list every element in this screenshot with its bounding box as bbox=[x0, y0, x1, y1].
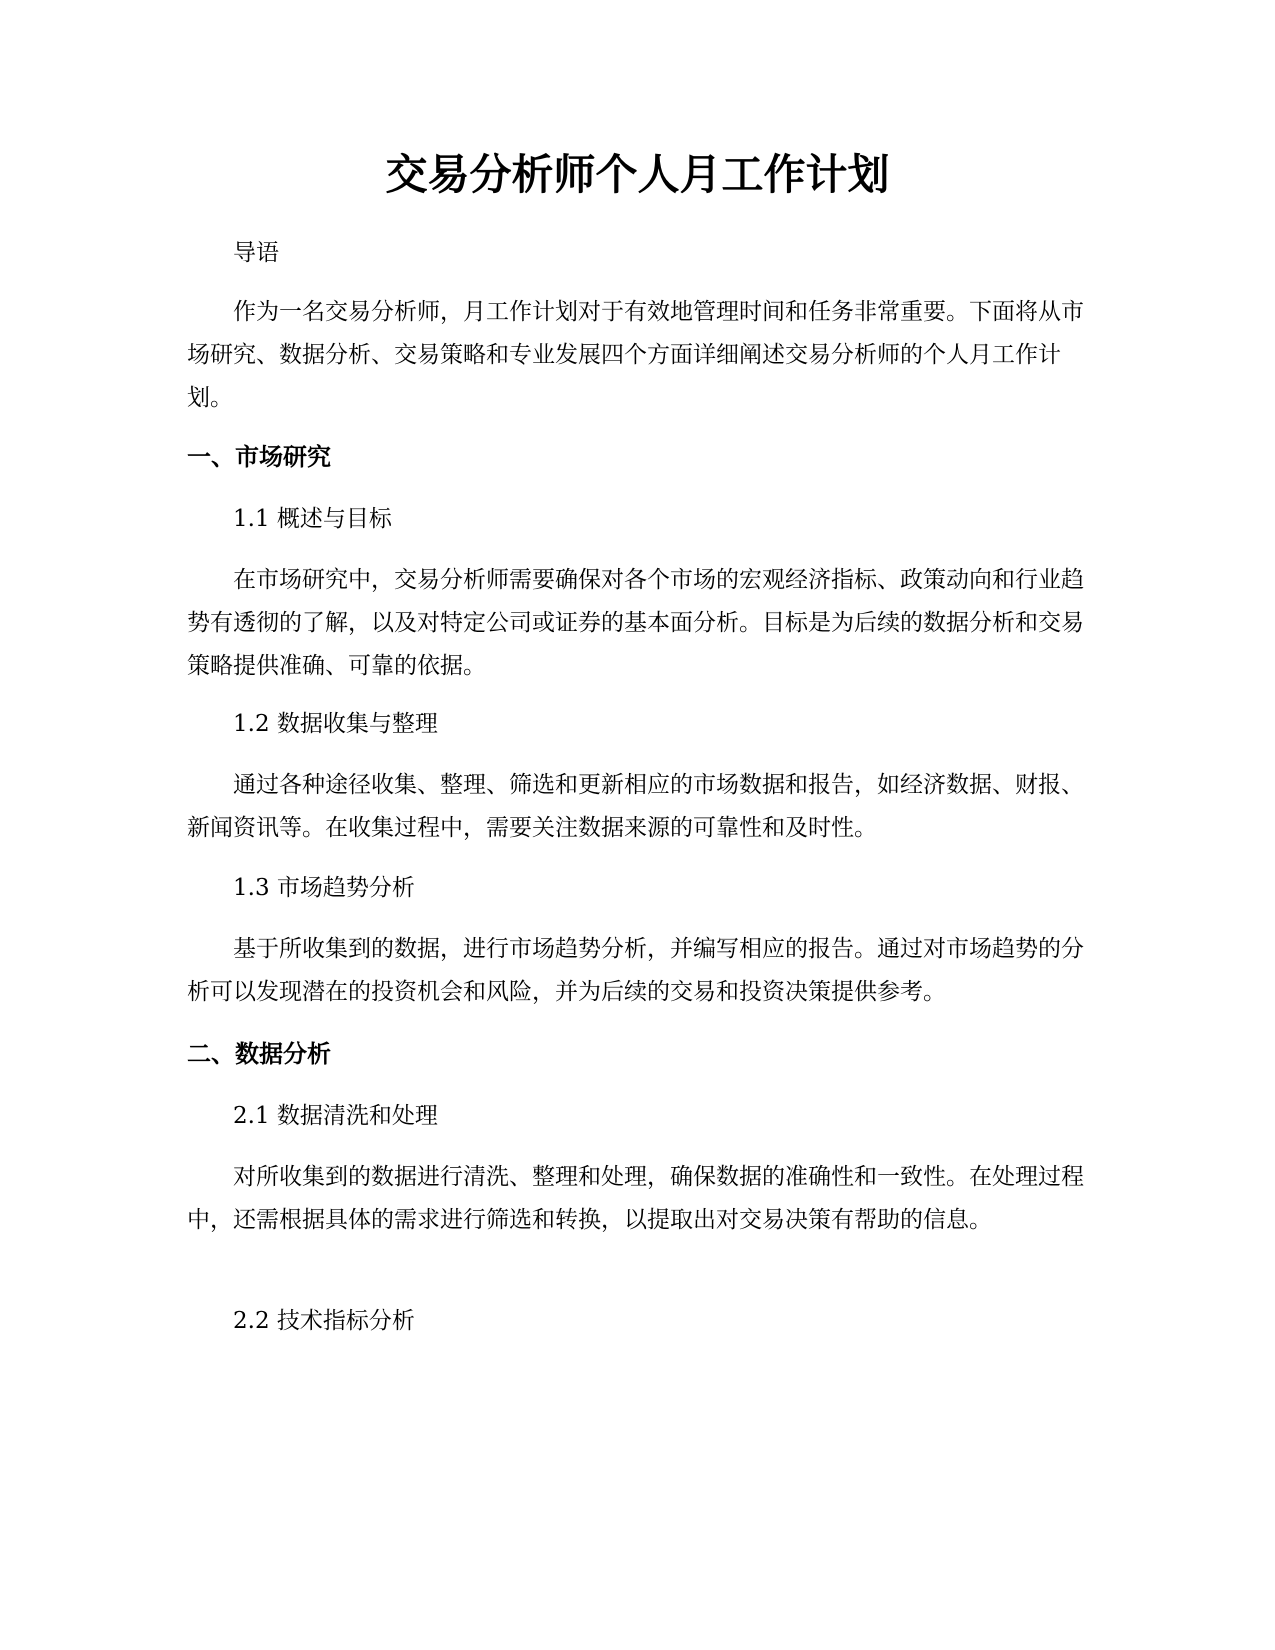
intro-label: 导语 bbox=[233, 240, 279, 266]
subsection-title: 2.2 技术指标分析 bbox=[233, 1308, 415, 1334]
subsection-title: 1.2 数据收集与整理 bbox=[233, 711, 438, 737]
section-heading-data-analysis: 二、数据分析 bbox=[187, 1040, 331, 1068]
subsection-title: 1.1 概述与目标 bbox=[233, 506, 392, 532]
subsection-paragraph: 通过各种途径收集、整理、筛选和更新相应的市场数据和报告，如经济数据、财报、新闻资讯等。在收集过程中，需要关注数据来源的可靠性和及时性。 bbox=[187, 772, 1084, 841]
subsection-paragraph: 在市场研究中，交易分析师需要确保对各个市场的宏观经济指标、政策动向和行业趋势有透彻的了解，以及对特定公司或证券的基本面分析。目标是为后续的数据分析和交易策略提供准确、可靠的依据。 bbox=[187, 567, 1084, 679]
document-title: 交易分析师个人月工作计划 bbox=[385, 150, 890, 199]
subsection-paragraph: 基于所收集到的数据，进行市场趋势分析，并编写相应的报告。通过对市场趋势的分析可以发现潜在的投资机会和风险，并为后续的交易和投资决策提供参考。 bbox=[187, 936, 1084, 1005]
subsection-title: 2.1 数据清洗和处理 bbox=[233, 1103, 438, 1129]
subsection-paragraph: 对所收集到的数据进行清洗、整理和处理，确保数据的准确性和一致性。在处理过程中，还需根据具体的需求进行筛选和转换，以提取出对交易决策有帮助的信息。 bbox=[187, 1164, 1084, 1233]
section-heading-market-research: 一、市场研究 bbox=[187, 443, 331, 471]
intro-paragraph: 作为一名交易分析师，月工作计划对于有效地管理时间和任务非常重要。下面将从市场研究、数据分析、交易策略和专业发展四个方面详细阐述交易分析师的个人月工作计划。 bbox=[187, 299, 1084, 411]
subsection-title: 1.3 市场趋势分析 bbox=[233, 875, 415, 901]
